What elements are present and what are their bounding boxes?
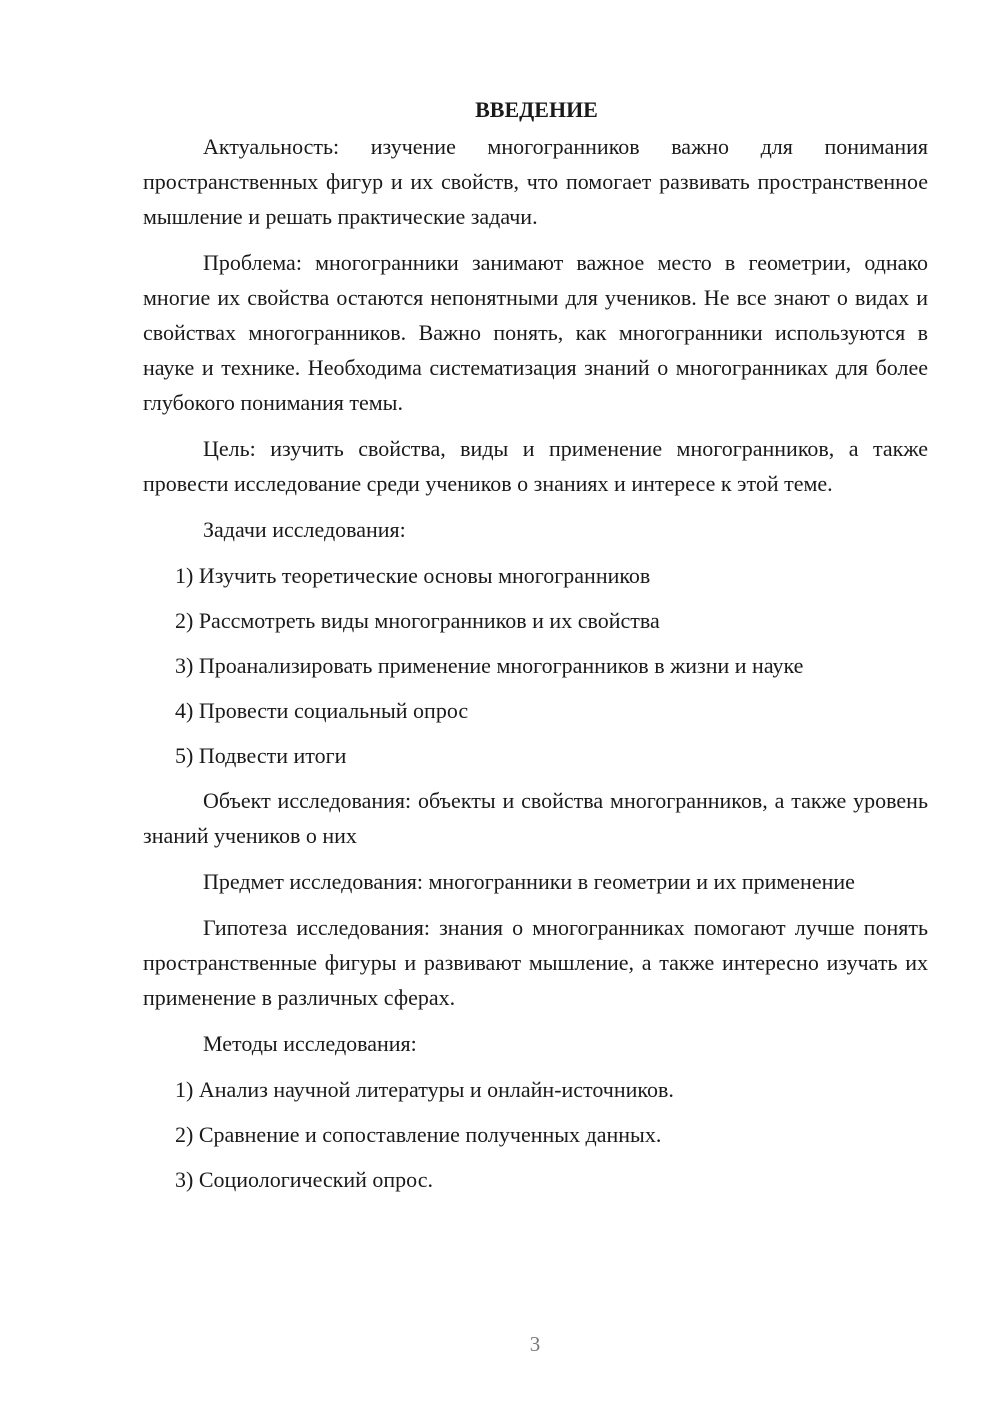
tasks-list bbox=[143, 558, 928, 773]
list-item: 3) Социологический опрос. bbox=[175, 1167, 433, 1192]
document-page bbox=[143, 92, 928, 1207]
list-item: 2) Рассмотреть виды многогранников и их свойства bbox=[175, 608, 660, 633]
relevance-paragraph: Актуальность: изучение многогранников важно для понимания пространственных фигур и их свойств, что помогает развивать пространственное мышление и решать практические задачи. bbox=[143, 134, 928, 229]
hypothesis-paragraph: Гипотеза исследования: знания о многогранниках помогают лучше понять пространственные фигуры и развивают мышление, а также интересно изучать их применение в различных сферах. bbox=[143, 915, 928, 1010]
methods-heading: Методы исследования: bbox=[203, 1031, 417, 1056]
methods-list bbox=[143, 1072, 928, 1197]
page-number: 3 bbox=[529, 1332, 541, 1356]
list-item: 1) Анализ научной литературы и онлайн-источников. bbox=[175, 1077, 674, 1102]
problem-paragraph: Проблема: многогранники занимают важное место в геометрии, однако многие их свойства остаются непонятными для учеников. Не все знают о видах и свойствах многогранников. Важно понять, как многогранники используются в науке и технике. Необходима систематизация знаний о многогранниках для более глубокого понимания темы. bbox=[143, 250, 928, 415]
list-item: 3) Проанализировать применение многогранников в жизни и науке bbox=[175, 653, 804, 678]
list-item: 5) Подвести итоги bbox=[175, 743, 347, 768]
list-item: 2) Сравнение и сопоставление полученных данных. bbox=[175, 1122, 662, 1147]
tasks-heading: Задачи исследования: bbox=[203, 517, 406, 542]
list-item: 4) Провести социальный опрос bbox=[175, 698, 469, 723]
page-title: ВВЕДЕНИЕ bbox=[475, 97, 598, 122]
list-item: 1) Изучить теоретические основы многогранников bbox=[175, 563, 651, 588]
object-paragraph: Объект исследования: объекты и свойства многогранников, а также уровень знаний учеников о них bbox=[143, 788, 928, 848]
subject-paragraph: Предмет исследования: многогранники в геометрии и их применение bbox=[203, 869, 855, 894]
goal-paragraph: Цель: изучить свойства, виды и применение многогранников, а также провести исследование среди учеников о знаниях и интересе к этой теме. bbox=[143, 436, 928, 496]
